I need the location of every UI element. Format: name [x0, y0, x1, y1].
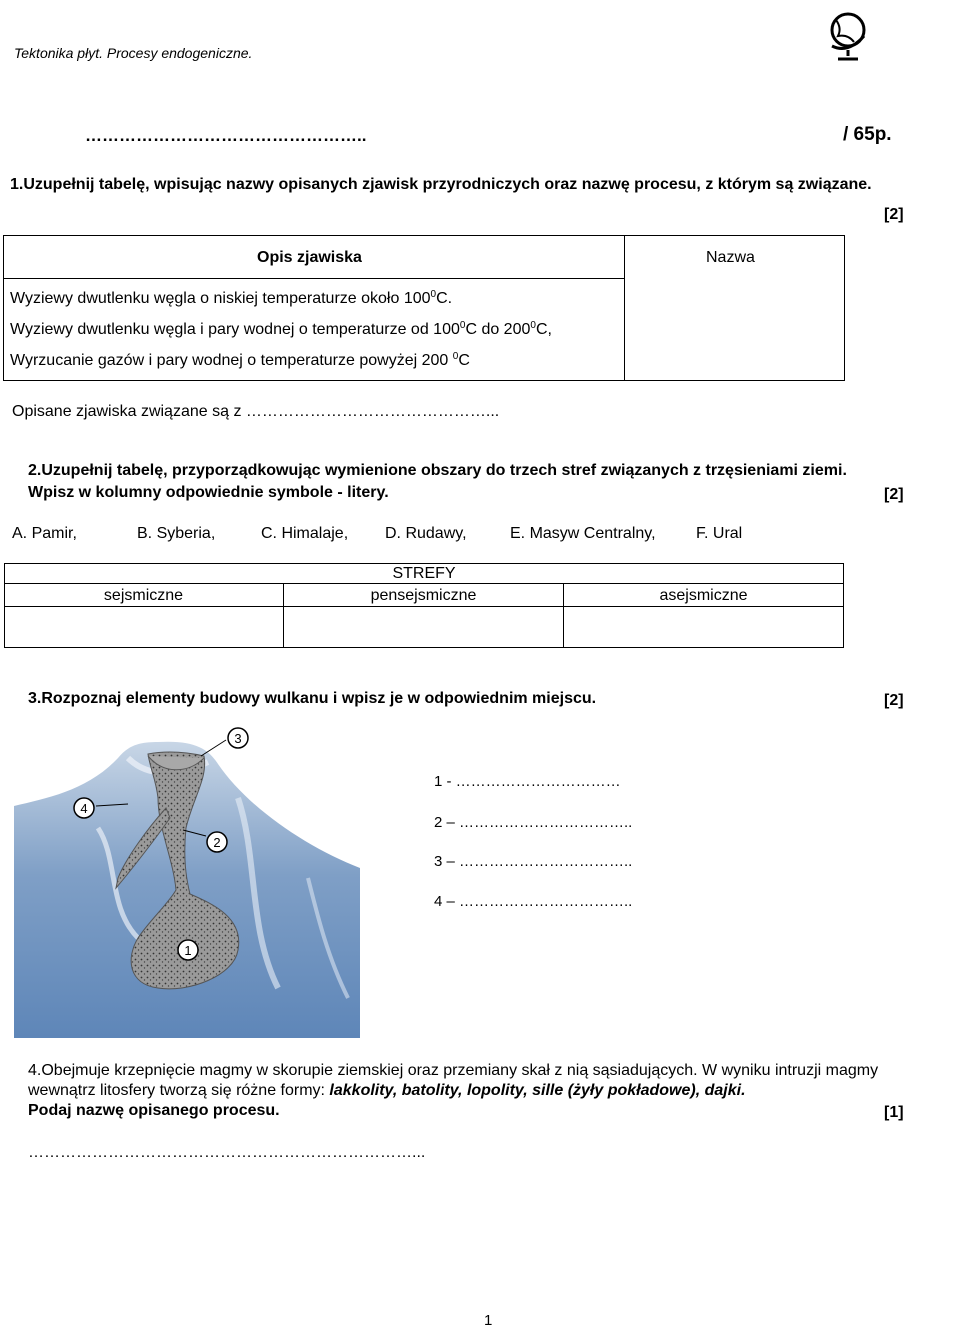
option-e: E. Masyw Centralny, — [510, 525, 656, 542]
option-b: B. Syberia, — [137, 525, 216, 542]
process-answer-line[interactable]: Opisane zjawiska związane są z ………………………………………... — [12, 403, 500, 420]
question-3-text: 3.Rozpoznaj elementy budowy wulkanu i wpisz je w odpowiednim miejscu. — [28, 690, 597, 707]
question-2-text: 2.Uzupełnij tabelę, przyporządkowując wymienione obszary do trzech stref związanych z trzęsieniami ziemi. — [28, 462, 847, 479]
phenomenon-row-3: Wyrzucanie gazów i pary wodnej o temperaturze powyżej 200 $^0$C — [10, 351, 470, 369]
student-name-line[interactable]: ………………………………………….. — [85, 126, 367, 145]
question-4-text-line-2: wewnątrz litosfery tworzą się różne formy: lakkolity, batolity, lopolity, sille (żyły pokładowe), dajki. — [28, 1082, 746, 1099]
seismic-answer-cell[interactable] — [6, 609, 282, 645]
answer-line-2[interactable]: 2 – …………………………….. — [434, 814, 633, 831]
phenomenon-row-2: Wyziewy dwutlenku węgla i pary wodnej o temperaturze od $100^0C$ do $200^0C$, — [10, 320, 552, 338]
option-f: F. Ural — [696, 525, 743, 542]
page-number: 1 — [484, 1312, 493, 1329]
zone-aseismic: asejsmiczne — [659, 587, 748, 604]
zone-seismic: sejsmiczne — [103, 587, 184, 604]
question-4-text-line-1: 4.Obejmuje krzepnięcie magmy w skorupie ziemskiej oraz przemiany skał z nią sąsiadujących. W wyniku intruzji magmy — [28, 1062, 879, 1079]
aseismic-answer-cell[interactable] — [566, 609, 842, 645]
volcano-diagram — [8, 718, 368, 1040]
option-a: A. Pamir, — [12, 525, 77, 542]
question-4-instruction: Podaj nazwę opisanego procesu. — [28, 1102, 280, 1119]
page-header-title: Tektonika płyt. Procesy endogeniczne. — [14, 45, 253, 61]
total-score: / 65p. — [843, 124, 892, 145]
question-4-points: [1] — [884, 1104, 904, 1121]
question-3-points: [2] — [884, 692, 904, 709]
question-1-points: [2] — [884, 206, 904, 223]
option-d: D. Rudawy, — [385, 525, 467, 542]
zone-penseismic: pensejsmiczne — [370, 587, 477, 604]
answer-line-4[interactable]: 4 – …………………………….. — [434, 893, 633, 910]
column-header-name: Nazwa — [706, 249, 755, 266]
option-c: C. Himalaje, — [261, 525, 349, 542]
question-4-answer-line[interactable]: ………………………………………………………………... — [28, 1144, 426, 1161]
label-1: 1 — [184, 943, 192, 958]
label-3: 3 — [234, 731, 242, 746]
phenomenon-row-1: Wyziewy dwutlenku węgla o niskiej temperaturze około $100^0C$. — [10, 289, 453, 307]
name-answer-cell[interactable] — [628, 283, 842, 377]
answer-line-1[interactable]: 1 - …………………………… — [434, 773, 621, 790]
zones-header: STREFY — [392, 565, 456, 582]
question-2-instruction: Wpisz w kolumny odpowiednie symbole - litery. — [28, 484, 389, 501]
column-header-description: Opis zjawiska — [257, 249, 362, 266]
label-2: 2 — [213, 835, 221, 850]
question-2-points: [2] — [884, 486, 904, 503]
question-1-table — [3, 235, 845, 381]
penseismic-answer-cell[interactable] — [286, 609, 562, 645]
question-1-text: 1.Uzupełnij tabelę, wpisując nazwy opisanych zjawisk przyrodniczych oraz nazwę procesu, z którym są związane. — [10, 176, 872, 193]
label-4: 4 — [80, 801, 88, 816]
answer-line-3[interactable]: 3 – …………………………….. — [434, 853, 633, 870]
globe-icon — [818, 6, 874, 62]
question-2-table — [4, 563, 844, 648]
